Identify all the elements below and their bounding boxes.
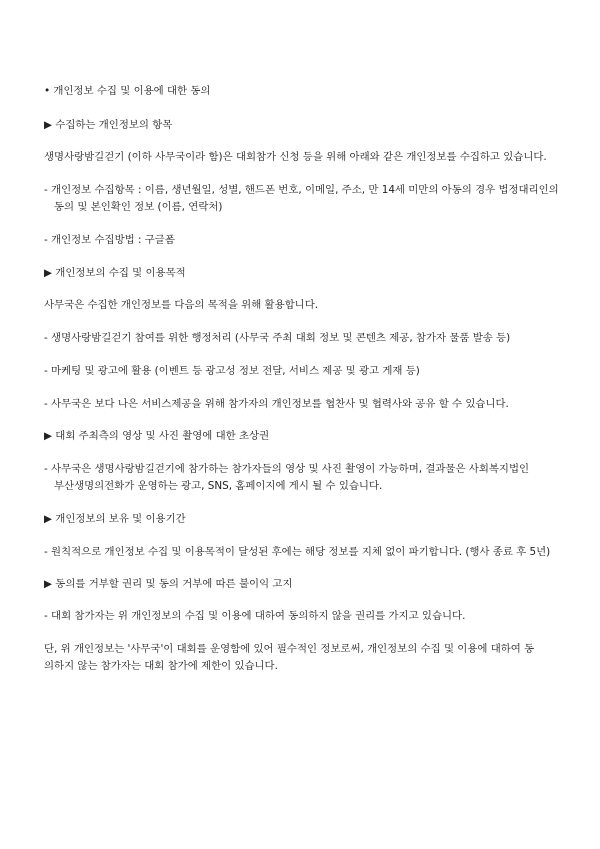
paragraph-purpose-intro: 사무국은 수집한 개인정보를 다음의 목적을 위해 활용합니다. <box>44 299 319 311</box>
section-heading-portrait-rights: ▶ 대회 주최측의 영상 및 사진 촬영에 대한 초상권 <box>44 430 270 442</box>
paragraph-collection-items-continued: 동의 및 본인확인 정보 (이름, 연락처) <box>54 201 223 213</box>
paragraph-purpose-admin: - 생명사랑밤길걷기 참여를 위한 행정처리 (사무국 주최 대회 정보 및 콘텐츠 제공, 참가자 물품 발송 등) <box>44 332 511 344</box>
paragraph-portrait-rights: - 사무국은 생명사랑밤길걷기에 참가하는 참가자들의 영상 및 사진 촬영이 가능하며, 결과물은 사회복지법인 <box>44 463 530 475</box>
closing-statement-continued: 의하지 않는 참가자는 대회 참가에 제한이 있습니다. <box>44 660 278 672</box>
section-heading-retention: ▶ 개인정보의 보유 및 이용기간 <box>44 513 186 525</box>
closing-statement: 단, 위 개인정보는 '사무국'이 대회를 운영함에 있어 필수적인 정보로써, 개인정보의 수집 및 이용에 대하여 동 <box>44 643 535 655</box>
section-heading-collected-items: ▶ 수집하는 개인정보의 항목 <box>44 119 173 131</box>
document-title: • 개인정보 수집 및 이용에 대한 동의 <box>44 85 211 97</box>
paragraph-portrait-rights-continued: 부산생명의전화가 운영하는 광고, SNS, 홈페이지에 게시 될 수 있습니다. <box>54 480 383 492</box>
paragraph-intro: 생명사랑밤길걷기 (이하 사무국이라 함)은 대회참가 신청 등을 위해 아래와 같은 개인정보를 수집하고 있습니다. <box>44 151 547 163</box>
paragraph-collection-method: - 개인정보 수집방법 : 구글폼 <box>44 234 175 246</box>
paragraph-purpose-sharing: - 사무국은 보다 나은 서비스제공을 위해 참가자의 개인정보를 협찬사 및 협력사와 공유 할 수 있습니다. <box>44 398 509 410</box>
section-heading-right-to-refuse: ▶ 동의를 거부할 권리 및 동의 거부에 따른 불이익 고지 <box>44 578 293 590</box>
paragraph-right-to-refuse: - 대회 참가자는 위 개인정보의 수집 및 이용에 대하여 동의하지 않을 권리를 가지고 있습니다. <box>44 610 466 622</box>
section-heading-purpose: ▶ 개인정보의 수집 및 이용목적 <box>44 267 186 279</box>
paragraph-purpose-marketing: - 마케팅 및 광고에 활용 (이벤트 등 광고성 정보 전달, 서비스 제공 및 광고 게재 등) <box>44 365 420 377</box>
paragraph-collection-items: - 개인정보 수집항목 : 이름, 생년월일, 성별, 핸드폰 번호, 이메일, 주소, 만 14세 미만의 아동의 경우 법정대리인의 <box>44 184 559 196</box>
paragraph-retention: - 원칙적으로 개인정보 수집 및 이용목적이 달성된 후에는 해당 정보를 지체 없이 파기합니다. (행사 종료 후 5년) <box>44 546 551 558</box>
